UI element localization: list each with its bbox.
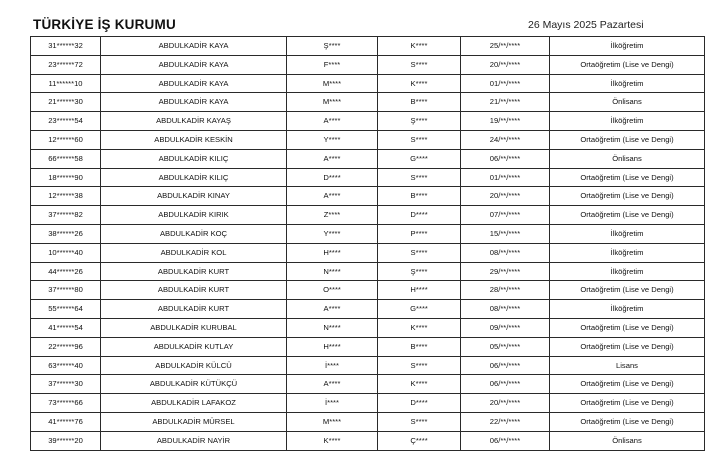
table-row xyxy=(31,318,705,337)
mother-initial-cell: H**** xyxy=(378,281,461,300)
full-name-cell: ABDULKADİR KAYA xyxy=(101,74,287,93)
full-name-cell: ABDULKADİR KÜLCÜ xyxy=(101,356,287,375)
birth-date-cell: 06/**/**** xyxy=(461,375,550,394)
table-row xyxy=(31,112,705,131)
masked-id-cell: 12******60 xyxy=(31,130,101,149)
mother-initial-cell: S**** xyxy=(378,243,461,262)
organization-title: TÜRKİYE İŞ KURUMU xyxy=(33,17,176,32)
full-name-cell: ABDULKADİR KESKİN xyxy=(101,130,287,149)
father-initial-cell: F**** xyxy=(287,55,378,74)
masked-id-cell: 44******26 xyxy=(31,262,101,281)
full-name-cell: ABDULKADİR KURT xyxy=(101,281,287,300)
birth-date-cell: 25/**/**** xyxy=(461,37,550,56)
education-level-cell: Ortaöğretim (Lise ve Dengi) xyxy=(550,130,705,149)
full-name-cell: ABDULKADİR KINAY xyxy=(101,187,287,206)
table-row xyxy=(31,37,705,56)
masked-id-cell: 38******26 xyxy=(31,224,101,243)
full-name-cell: ABDULKADİR KILIÇ xyxy=(101,168,287,187)
masked-id-cell: 37******80 xyxy=(31,281,101,300)
father-initial-cell: İ**** xyxy=(287,356,378,375)
table-row xyxy=(31,262,705,281)
education-level-cell: Önlisans xyxy=(550,93,705,112)
masked-id-cell: 12******38 xyxy=(31,187,101,206)
full-name-cell: ABDULKADİR KURUBAL xyxy=(101,318,287,337)
education-level-cell: İlköğretim xyxy=(550,300,705,319)
birth-date-cell: 01/**/**** xyxy=(461,74,550,93)
mother-initial-cell: B**** xyxy=(378,93,461,112)
masked-id-cell: 22******96 xyxy=(31,337,101,356)
table-row xyxy=(31,55,705,74)
birth-date-cell: 08/**/**** xyxy=(461,243,550,262)
masked-id-cell: 73******66 xyxy=(31,394,101,413)
education-level-cell: Ortaöğretim (Lise ve Dengi) xyxy=(550,168,705,187)
table-row xyxy=(31,168,705,187)
table-row xyxy=(31,356,705,375)
father-initial-cell: M**** xyxy=(287,74,378,93)
table-row xyxy=(31,130,705,149)
masked-id-cell: 63******40 xyxy=(31,356,101,375)
table-row xyxy=(31,337,705,356)
masked-id-cell: 21******30 xyxy=(31,93,101,112)
full-name-cell: ABDULKADİR KURT xyxy=(101,262,287,281)
father-initial-cell: A**** xyxy=(287,300,378,319)
masked-id-cell: 11******10 xyxy=(31,74,101,93)
education-level-cell: Lisans xyxy=(550,356,705,375)
masked-id-cell: 10******40 xyxy=(31,243,101,262)
education-level-cell: İlköğretim xyxy=(550,243,705,262)
full-name-cell: ABDULKADİR KAYAŞ xyxy=(101,112,287,131)
full-name-cell: ABDULKADİR KURT xyxy=(101,300,287,319)
full-name-cell: ABDULKADİR NAYİR xyxy=(101,431,287,450)
full-name-cell: ABDULKADİR KUTLAY xyxy=(101,337,287,356)
mother-initial-cell: S**** xyxy=(378,356,461,375)
report-date: 26 Mayıs 2025 Pazartesi xyxy=(528,19,644,31)
full-name-cell: ABDULKADİR KOÇ xyxy=(101,224,287,243)
birth-date-cell: 28/**/**** xyxy=(461,281,550,300)
mother-initial-cell: G**** xyxy=(378,149,461,168)
father-initial-cell: M**** xyxy=(287,412,378,431)
father-initial-cell: N**** xyxy=(287,318,378,337)
masked-id-cell: 23******72 xyxy=(31,55,101,74)
mother-initial-cell: Ş**** xyxy=(378,262,461,281)
masked-id-cell: 41******54 xyxy=(31,318,101,337)
birth-date-cell: 07/**/**** xyxy=(461,206,550,225)
mother-initial-cell: S**** xyxy=(378,55,461,74)
table-row xyxy=(31,281,705,300)
mother-initial-cell: Ş**** xyxy=(378,112,461,131)
table-row xyxy=(31,412,705,431)
father-initial-cell: A**** xyxy=(287,112,378,131)
full-name-cell: ABDULKADİR LAFAKOZ xyxy=(101,394,287,413)
masked-id-cell: 31******32 xyxy=(31,37,101,56)
birth-date-cell: 06/**/**** xyxy=(461,356,550,375)
father-initial-cell: N**** xyxy=(287,262,378,281)
education-level-cell: Önlisans xyxy=(550,431,705,450)
table-row xyxy=(31,149,705,168)
mother-initial-cell: Ç**** xyxy=(378,431,461,450)
father-initial-cell: A**** xyxy=(287,187,378,206)
masked-id-cell: 18******90 xyxy=(31,168,101,187)
full-name-cell: ABDULKADİR KOL xyxy=(101,243,287,262)
full-name-cell: ABDULKADİR KILIÇ xyxy=(101,149,287,168)
education-level-cell: Ortaöğretim (Lise ve Dengi) xyxy=(550,55,705,74)
education-level-cell: Ortaöğretim (Lise ve Dengi) xyxy=(550,375,705,394)
birth-date-cell: 19/**/**** xyxy=(461,112,550,131)
mother-initial-cell: K**** xyxy=(378,74,461,93)
mother-initial-cell: D**** xyxy=(378,206,461,225)
mother-initial-cell: K**** xyxy=(378,37,461,56)
education-level-cell: İlköğretim xyxy=(550,112,705,131)
masked-id-cell: 23******54 xyxy=(31,112,101,131)
education-level-cell: İlköğretim xyxy=(550,262,705,281)
table-row xyxy=(31,74,705,93)
birth-date-cell: 08/**/**** xyxy=(461,300,550,319)
masked-id-cell: 55******64 xyxy=(31,300,101,319)
table-row xyxy=(31,431,705,450)
table-row xyxy=(31,93,705,112)
father-initial-cell: K**** xyxy=(287,431,378,450)
masked-id-cell: 39******20 xyxy=(31,431,101,450)
education-level-cell: Ortaöğretim (Lise ve Dengi) xyxy=(550,281,705,300)
education-level-cell: Ortaöğretim (Lise ve Dengi) xyxy=(550,187,705,206)
mother-initial-cell: S**** xyxy=(378,168,461,187)
records-table-body xyxy=(31,37,705,451)
father-initial-cell: İ**** xyxy=(287,394,378,413)
birth-date-cell: 09/**/**** xyxy=(461,318,550,337)
father-initial-cell: A**** xyxy=(287,149,378,168)
father-initial-cell: Y**** xyxy=(287,224,378,243)
masked-id-cell: 66******58 xyxy=(31,149,101,168)
education-level-cell: Ortaöğretim (Lise ve Dengi) xyxy=(550,206,705,225)
birth-date-cell: 06/**/**** xyxy=(461,431,550,450)
mother-initial-cell: K**** xyxy=(378,318,461,337)
father-initial-cell: H**** xyxy=(287,337,378,356)
education-level-cell: İlköğretim xyxy=(550,74,705,93)
education-level-cell: Ortaöğretim (Lise ve Dengi) xyxy=(550,412,705,431)
birth-date-cell: 20/**/**** xyxy=(461,394,550,413)
full-name-cell: ABDULKADİR KAYA xyxy=(101,93,287,112)
masked-id-cell: 37******30 xyxy=(31,375,101,394)
father-initial-cell: Y**** xyxy=(287,130,378,149)
mother-initial-cell: S**** xyxy=(378,412,461,431)
education-level-cell: İlköğretim xyxy=(550,224,705,243)
mother-initial-cell: S**** xyxy=(378,130,461,149)
table-row xyxy=(31,375,705,394)
full-name-cell: ABDULKADİR MÜRSEL xyxy=(101,412,287,431)
full-name-cell: ABDULKADİR KÜTÜKÇÜ xyxy=(101,375,287,394)
full-name-cell: ABDULKADİR KIRIK xyxy=(101,206,287,225)
education-level-cell: İlköğretim xyxy=(550,37,705,56)
table-row xyxy=(31,394,705,413)
birth-date-cell: 21/**/**** xyxy=(461,93,550,112)
mother-initial-cell: D**** xyxy=(378,394,461,413)
birth-date-cell: 22/**/**** xyxy=(461,412,550,431)
education-level-cell: Önlisans xyxy=(550,149,705,168)
mother-initial-cell: G**** xyxy=(378,300,461,319)
father-initial-cell: Z**** xyxy=(287,206,378,225)
father-initial-cell: M**** xyxy=(287,93,378,112)
mother-initial-cell: P**** xyxy=(378,224,461,243)
father-initial-cell: D**** xyxy=(287,168,378,187)
mother-initial-cell: K**** xyxy=(378,375,461,394)
father-initial-cell: Ş**** xyxy=(287,37,378,56)
mother-initial-cell: B**** xyxy=(378,337,461,356)
table-row xyxy=(31,300,705,319)
birth-date-cell: 06/**/**** xyxy=(461,149,550,168)
birth-date-cell: 05/**/**** xyxy=(461,337,550,356)
records-table xyxy=(30,36,705,451)
table-row xyxy=(31,224,705,243)
full-name-cell: ABDULKADİR KAYA xyxy=(101,55,287,74)
education-level-cell: Ortaöğretim (Lise ve Dengi) xyxy=(550,394,705,413)
full-name-cell: ABDULKADİR KAYA xyxy=(101,37,287,56)
masked-id-cell: 37******82 xyxy=(31,206,101,225)
education-level-cell: Ortaöğretim (Lise ve Dengi) xyxy=(550,318,705,337)
birth-date-cell: 20/**/**** xyxy=(461,55,550,74)
father-initial-cell: H**** xyxy=(287,243,378,262)
birth-date-cell: 01/**/**** xyxy=(461,168,550,187)
father-initial-cell: O**** xyxy=(287,281,378,300)
birth-date-cell: 15/**/**** xyxy=(461,224,550,243)
birth-date-cell: 29/**/**** xyxy=(461,262,550,281)
table-row xyxy=(31,243,705,262)
education-level-cell: Ortaöğretim (Lise ve Dengi) xyxy=(550,337,705,356)
table-row xyxy=(31,187,705,206)
masked-id-cell: 41******76 xyxy=(31,412,101,431)
table-row xyxy=(31,206,705,225)
father-initial-cell: A**** xyxy=(287,375,378,394)
birth-date-cell: 20/**/**** xyxy=(461,187,550,206)
birth-date-cell: 24/**/**** xyxy=(461,130,550,149)
mother-initial-cell: B**** xyxy=(378,187,461,206)
